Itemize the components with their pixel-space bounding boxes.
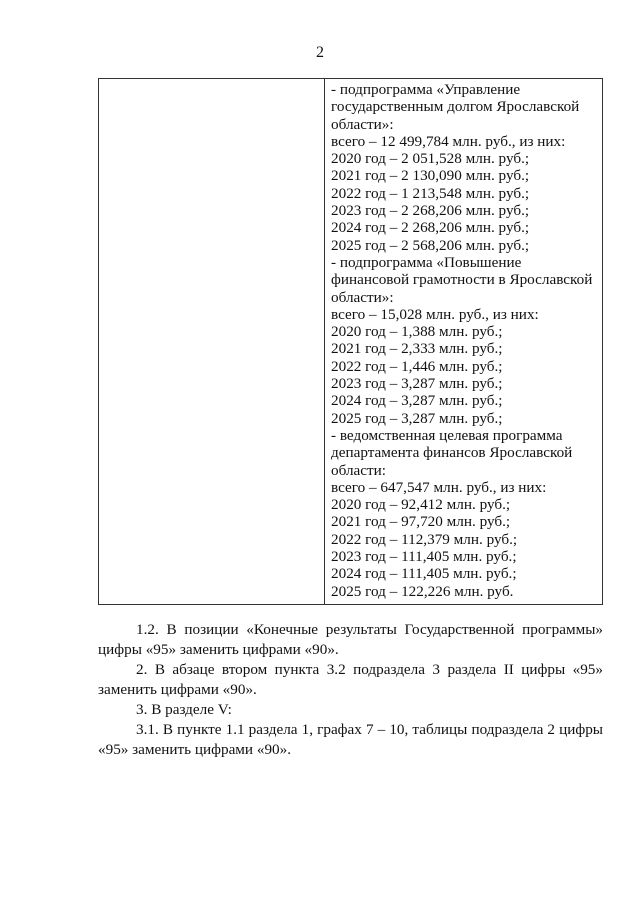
- table-line: 2020 год – 1,388 млн. руб.;: [331, 323, 503, 341]
- table-line: всего – 12 499,784 млн. руб., из них:: [331, 132, 566, 150]
- table-line: 2023 год – 111,405 млн. руб.;: [331, 548, 517, 566]
- table-line: 2022 год – 112,379 млн. руб.;: [331, 530, 518, 548]
- table-line: 2020 год – 92,412 млн. руб.;: [331, 496, 511, 514]
- table-line: области:: [331, 461, 386, 479]
- page-number: 2: [316, 44, 324, 61]
- table-line: 2021 год – 2,333 млн. руб.;: [331, 340, 503, 358]
- paragraph-3-1: 3.1. В пункте 1.1 раздела 1, графах 7 – 10, таблицы подраздела 2 цифры «95» заменить цифрами «90».: [98, 721, 603, 758]
- table-column-divider: [324, 79, 325, 604]
- table-line: 2020 год – 2 051,528 млн. руб.;: [331, 150, 530, 168]
- table-line: департамента финансов Ярославской: [331, 444, 573, 462]
- table-line: 2023 год – 2 268,206 млн. руб.;: [331, 202, 530, 220]
- table-line: области»:: [331, 115, 394, 133]
- table-line: области»:: [331, 288, 394, 306]
- paragraph-1-2: 1.2. В позиции «Конечные результаты Государственной программы» цифры «95» заменить цифрами «90».: [98, 621, 603, 658]
- table-line: всего – 647,547 млн. руб., из них:: [331, 478, 547, 496]
- funding-table: [98, 78, 603, 605]
- table-line: 2025 год – 2 568,206 млн. руб.;: [331, 236, 530, 254]
- table-line: всего – 15,028 млн. руб., из них:: [331, 305, 539, 323]
- table-line: - подпрограмма «Управление: [331, 81, 521, 98]
- table-line: 2022 год – 1,446 млн. руб.;: [331, 357, 503, 375]
- table-line: 2021 год – 2 130,090 млн. руб.;: [331, 167, 530, 185]
- table-line: 2025 год – 122,226 млн. руб.: [331, 582, 514, 600]
- table-line: государственным долгом Ярославской: [331, 98, 580, 116]
- table-line: 2024 год – 3,287 млн. руб.;: [331, 392, 503, 410]
- table-line: финансовой грамотности в Ярославской: [331, 271, 593, 289]
- table-line: 2024 год – 111,405 млн. руб.;: [331, 565, 517, 583]
- table-line: 2021 год – 97,720 млн. руб.;: [331, 513, 511, 531]
- table-line: - подпрограмма «Повышение: [331, 253, 522, 271]
- paragraph-2: 2. В абзаце втором пункта 3.2 подраздела 3 раздела II цифры «95» заменить цифрами «90».: [98, 661, 603, 698]
- table-line: - ведомственная целевая программа: [331, 426, 563, 444]
- table-line: 2022 год – 1 213,548 млн. руб.;: [331, 184, 530, 202]
- amendment-text: [98, 620, 603, 760]
- table-line: 2024 год – 2 268,206 млн. руб.;: [331, 219, 530, 237]
- table-line: 2025 год – 3,287 млн. руб.;: [331, 409, 503, 427]
- funding-details-cell: [331, 81, 599, 600]
- paragraph-3: 3. В разделе V:: [136, 701, 232, 718]
- table-line: 2023 год – 3,287 млн. руб.;: [331, 375, 503, 393]
